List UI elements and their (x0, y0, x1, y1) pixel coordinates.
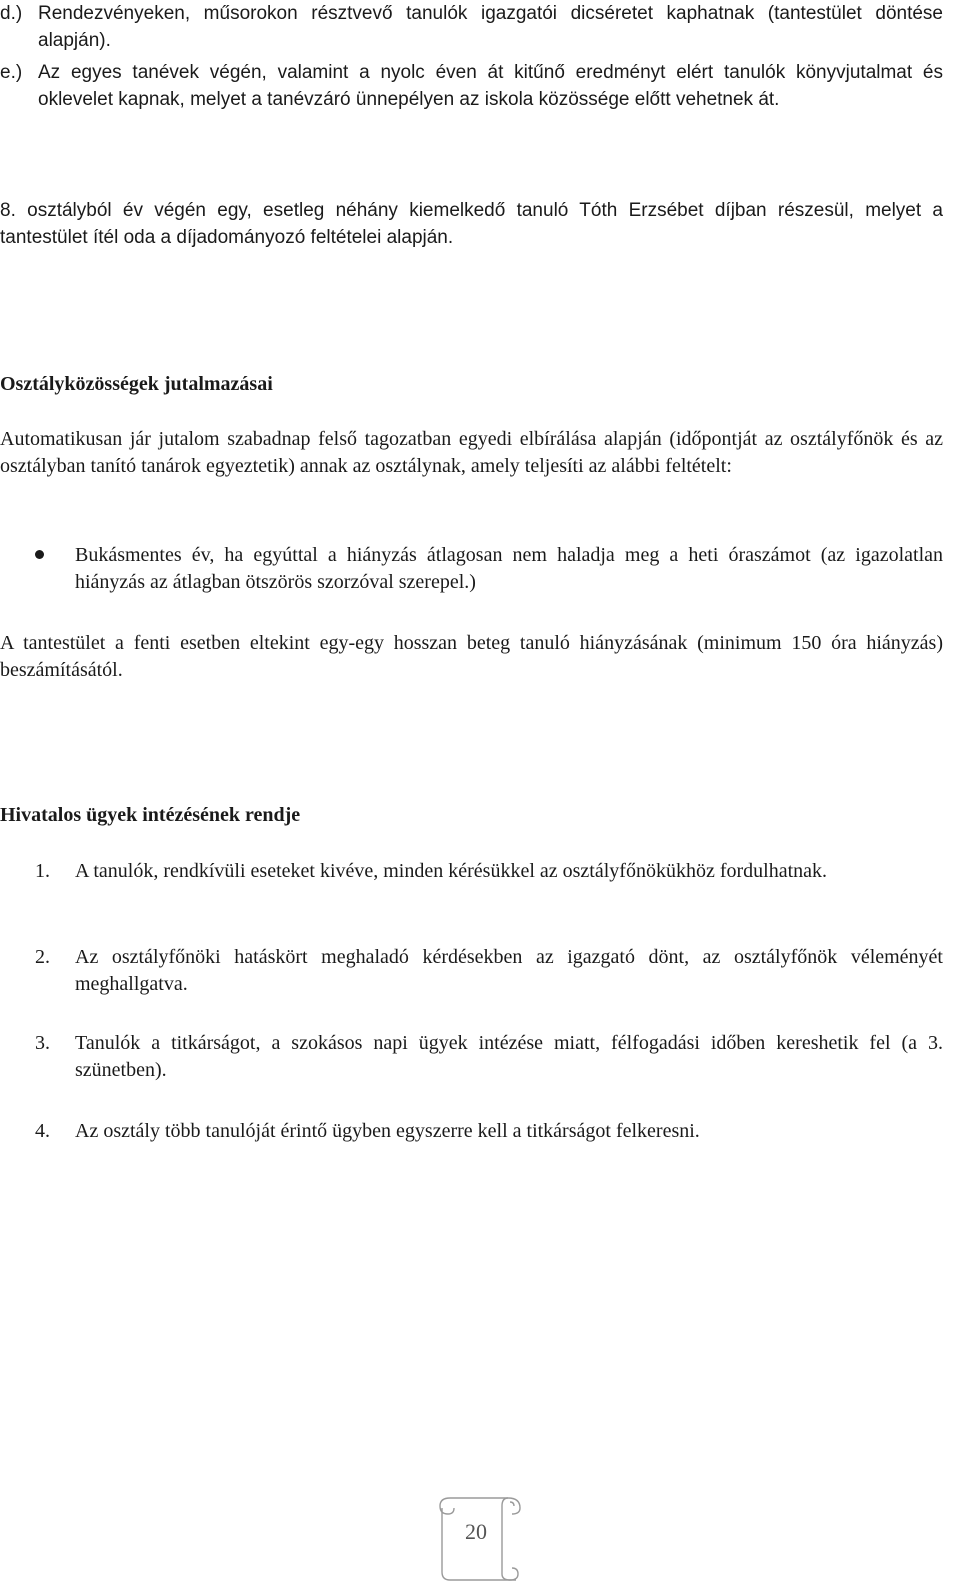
award-item-label: d.) (0, 3, 23, 24)
class-awards-closing: A tantestület a fenti esetben eltekint egy-egy hosszan beteg tanuló hiányzásának (minimum 150 óra hiányzás) beszámításától. (0, 632, 943, 681)
section-heading-class-awards: Osztályközösségek jutalmazásai (0, 373, 273, 395)
award-item-label: e.) (0, 62, 23, 83)
bullet-icon (35, 550, 44, 559)
award-item-text: Rendezvényeken, műsorokon résztvevő tanulók igazgatói dicséretet kaphatnak (tantestület döntése alapján). (38, 3, 943, 51)
award-item-e (0, 59, 943, 143)
award-item-text: Az egyes tanévek végén, valamint a nyolc éven át kitűnő eredményt elért tanulók könyvjutalmat és oklevelet kapnak, melyet a tanévzáró ünnepélyen az iskola közössége előtt vehetnek át. (38, 62, 943, 110)
list-item-number: 2. (35, 946, 50, 968)
list-item-number: 1. (35, 860, 50, 882)
award-item-d (0, 0, 943, 60)
list-item-number: 4. (35, 1120, 50, 1142)
section-heading-official: Hivatalos ügyek intézésének rendje (0, 804, 301, 826)
list-item: Az osztály több tanulóját érintő ügyben egyszerre kell a titkárságot felkeresni. (75, 1120, 700, 1142)
list-item: Tanulók a titkárságot, a szokásos napi ügyek intézése miatt, félfogadási időben kereshetik fel (a 3. szünetben). (75, 1032, 943, 1081)
list-item: A tanulók, rendkívüli eseteket kivéve, minden kérésükkel az osztályfőnökükhöz fordulhatnak. (75, 860, 828, 882)
class-awards-condition: Bukásmentes év, ha egyúttal a hiányzás átlagosan nem haladja meg a heti óraszámot (az igazolatlan hiányzás az átlagban ötszörös szorzóval szerepel.) (75, 544, 943, 593)
award-eighth-grade: 8. osztályból év végén egy, esetleg néhány kiemelkedő tanuló Tóth Erzsébet díjban részesül, melyet a tantestület ítél oda a díjadományozó feltételei alapján. (0, 200, 943, 248)
list-item: Az osztályfőnöki hatáskört meghaladó kérdésekben az igazgató dönt, az osztályfőnök véleményét meghallgatva. (75, 946, 943, 995)
class-awards-intro: Automatikusan jár jutalom szabadnap felső tagozatban egyedi elbírálása alapján (időpontját az osztályfőnök és az osztályban tanító tanárok egyeztetik) annak az osztálynak, amely teljesíti az alábbi feltételt: (0, 428, 943, 477)
list-item-number: 3. (35, 1032, 50, 1054)
page-number: 20 (465, 1519, 487, 1544)
